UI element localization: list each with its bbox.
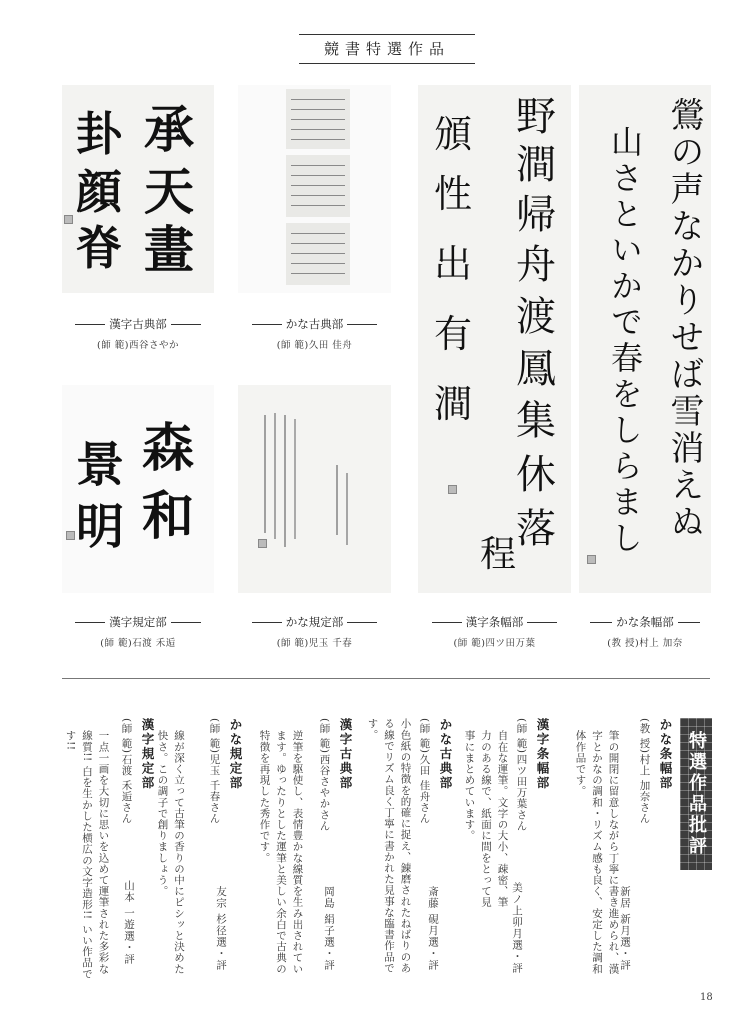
calligraphy-glyph: 卦 (76, 107, 122, 161)
calligraphy-glyph: 舟 (516, 242, 556, 288)
manuscript-sheet (286, 89, 350, 149)
calligraphy-glyph: 景 (76, 437, 125, 493)
calligraphy-glyph: 休 (516, 452, 556, 498)
division-label: かな規定部 (285, 615, 344, 629)
author-kana-classic: (師 範)久田 佳舟 (276, 340, 353, 351)
author-kanji-classic: (師 範)西谷さやか (97, 340, 179, 351)
critique-reviewer: 美ノ上卯月選・評 (511, 882, 523, 974)
critique-body: 小色紙の特徴を的確に捉え、錬磨されたねばりのある線でリズム良く丁寧に書かれた見事な臨書作品です。 (366, 718, 412, 974)
critique-heading: かな規定部 (228, 718, 243, 791)
critique-heading: 漢字規定部 (140, 718, 155, 791)
calligraphy-glyph: 脊 (76, 221, 122, 275)
calligraphy-glyph: 畫 (144, 220, 194, 279)
calligraphy-glyph: 程 (480, 534, 517, 575)
critique-body: 一点一画を大切に思いを込めて運筆された多彩な線質!! 白を生かした横広の文字造形!! いい作品です!! (64, 730, 110, 980)
artwork-kanji-scroll (418, 85, 571, 593)
caption-kanji-standard (62, 614, 214, 630)
critique-author: (教 授)村上 加奈さん (638, 718, 651, 825)
artwork-kana-classic (238, 85, 391, 293)
calligraphy-glyph: 澗 (516, 142, 556, 188)
caption-kana-classic (238, 316, 391, 332)
section-divider (62, 678, 710, 679)
critique-title: 特選作品批評 (686, 731, 707, 857)
critique-heading: かな条幅部 (658, 718, 673, 791)
calligraphy-glyph: 頒 (434, 112, 473, 156)
manuscript-sheet (286, 155, 350, 217)
caption-kanji-classic (62, 316, 214, 332)
critique-heading: かな古典部 (438, 718, 453, 791)
critique-body: 筆の開閉に留意しながら丁寧に書き進められ、漢字とかなの調和・リズム感も良く、安定した調和体作品です。 (574, 730, 620, 975)
artwork-kanji-standard (62, 385, 214, 593)
artist-seal (64, 215, 73, 224)
page-number: 18 (700, 992, 713, 1003)
critique-reviewer: 山本 一遊選・評 (123, 880, 135, 965)
critique-heading: 漢字条幅部 (535, 718, 550, 791)
calligraphy-glyph: 有 (434, 312, 473, 356)
critique-author: (師 範)四ツ田万葉さん (515, 718, 528, 832)
critique-author: (師 範)西谷さやかさん (318, 718, 331, 832)
caption-kana-scroll (579, 614, 711, 630)
author-kanji-scroll: (師 範)四ツ田万葉 (453, 638, 536, 649)
calligraphy-glyph: 和 (142, 486, 195, 547)
calligraphy-line: 山さといかで春をしらまし (606, 125, 644, 557)
critique-body: 自在な運筆。文字の大小、疎密、筆力のある線で、紙面に間をとって見事にまとめています。 (463, 730, 509, 908)
critique-author: (師 範)石渡 禾逅さん (120, 718, 133, 825)
artist-seal (66, 531, 75, 540)
author-kanji-standard: (師 範)石渡 禾逅 (100, 638, 176, 649)
calligraphy-glyph: 野 (516, 94, 556, 140)
critique-reviewer: 斎藤 硯月選・評 (427, 886, 439, 971)
artist-seal (448, 485, 457, 494)
calligraphy-line: 鶯の声なかりせば雪消えぬ (664, 97, 704, 541)
artwork-kana-standard (238, 385, 391, 593)
division-label: 漢字条幅部 (465, 615, 524, 629)
division-label: かな条幅部 (616, 615, 674, 629)
author-kana-scroll: (教 授)村上 加奈 (607, 638, 683, 649)
artwork-kana-scroll (579, 85, 711, 593)
calligraphy-glyph: 顔 (76, 165, 122, 219)
division-label: 漢字古典部 (109, 317, 167, 331)
division-label: 漢字規定部 (109, 615, 167, 629)
caption-kanji-scroll (418, 614, 571, 630)
calligraphy-glyph: 帰 (516, 192, 556, 238)
artist-seal (258, 539, 267, 548)
caption-kana-standard (238, 614, 391, 630)
page-title: 競書特選作品 (299, 34, 475, 64)
calligraphy-glyph: 集 (516, 398, 556, 444)
critique-reviewer: 友宗 杉径選・評 (215, 886, 227, 971)
calligraphy-glyph: 性 (434, 172, 473, 216)
calligraphy-glyph: 鳳 (516, 346, 556, 392)
calligraphy-glyph: 承 (144, 100, 194, 159)
calligraphy-glyph: 天 (144, 162, 194, 221)
division-label: かな古典部 (285, 317, 344, 331)
critique-body: 線が深く立って古筆の香りの中にピシッと決めた快さ。この調子で創りましょう。 (156, 730, 185, 975)
calligraphy-glyph: 澗 (434, 382, 473, 426)
calligraphy-glyph: 渡 (516, 294, 556, 340)
critique-heading: 漢字古典部 (338, 718, 353, 791)
critique-author: (師 範)児玉 千春さん (208, 718, 221, 825)
critique-reviewer: 新居 新月選・評 (619, 886, 631, 971)
critique-body: 逆筆を駆使し、表情豊かな線質を生み出されています。ゆったりとした運筆と美しい余白で古典の特徴を再現した秀作です。 (258, 730, 304, 975)
manuscript-sheet (286, 223, 350, 285)
critique-reviewer: 岡島 絹子選・評 (323, 886, 335, 971)
artwork-kanji-classic (62, 85, 214, 293)
artist-seal (587, 555, 596, 564)
calligraphy-glyph: 森 (142, 418, 195, 479)
calligraphy-glyph: 落 (516, 506, 556, 552)
author-kana-standard: (師 範)児玉 千春 (276, 638, 353, 649)
critique-author: (師 範)久田 佳舟さん (418, 718, 431, 825)
calligraphy-glyph: 出 (434, 242, 473, 286)
calligraphy-glyph: 明 (76, 499, 125, 555)
